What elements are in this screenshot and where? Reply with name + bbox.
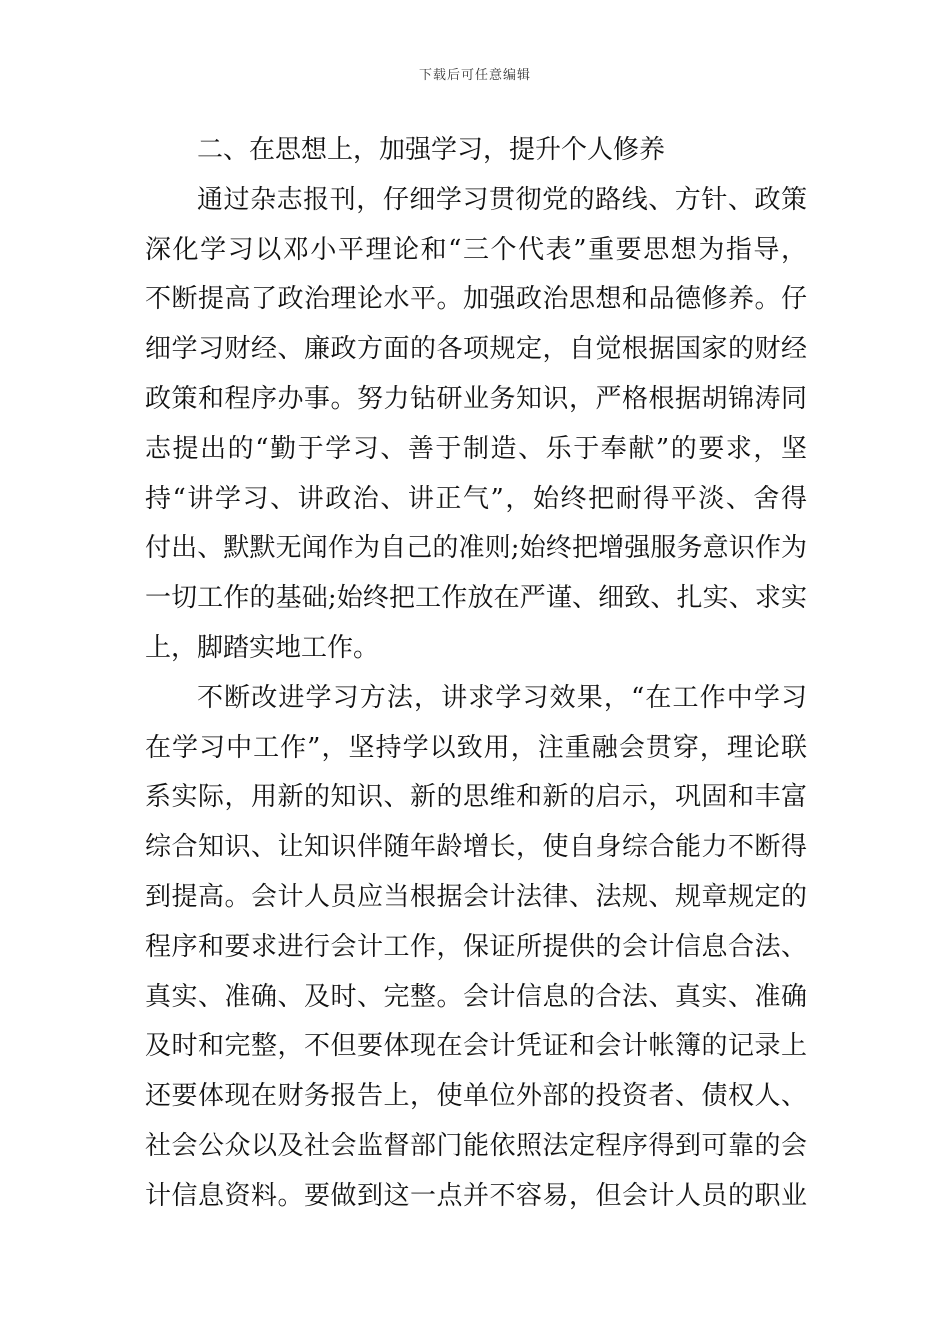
page-header: 下载后可任意编辑 (418, 68, 531, 83)
text-line: 还要体现在财务报告上，使单位外部的投资者、债权人、 (145, 1081, 807, 1112)
text-line: 不断提高了政治理论水平。加强政治思想和品德修养。仔 (145, 284, 807, 315)
text-line: 细学习财经、廉政方面的各项规定，自觉根据国家的财经 (145, 334, 807, 365)
text-line: 程序和要求进行会计工作，保证所提供的会计信息合法、 (145, 931, 807, 962)
text-line: 通过杂志报刊，仔细学习贯彻党的路线、方针、政策 (197, 184, 807, 215)
text-line: 系实际，用新的知识、新的思维和新的启示，巩固和丰富 (145, 782, 807, 813)
text-line: 综合知识、让知识伴随年龄增长，使自身综合能力不断得 (145, 832, 807, 863)
text-line: 政策和程序办事。努力钻研业务知识，严格根据胡锦涛同 (145, 383, 807, 414)
text-line: 志提出的“勤于学习、善于制造、乐于奉献”的要求，坚 (145, 433, 807, 464)
text-line: 计信息资料。要做到这一点并不容易，但会计人员的职业 (145, 1180, 807, 1211)
text-line: 到提高。会计人员应当根据会计法律、法规、规章规定的 (145, 881, 807, 912)
text-line: 真实、准确、及时、完整。会计信息的合法、真实、准确 (145, 981, 807, 1012)
text-line: 及时和完整，不但要体现在会计凭证和会计帐簿的记录上 (145, 1031, 807, 1062)
text-line: 持“讲学习、讲政治、讲正气”，始终把耐得平淡、舍得 (145, 483, 807, 514)
text-line: 不断改进学习方法，讲求学习效果，“在工作中学习 (197, 682, 807, 713)
text-line: 一切工作的基础;始终把工作放在严谨、细致、扎实、求实 (145, 583, 807, 614)
text-line: 在学习中工作”，坚持学以致用，注重融会贯穿，理论联 (145, 732, 807, 763)
text-line: 深化学习以邓小平理论和“三个代表”重要思想为指导， (145, 234, 807, 265)
document-body (145, 126, 807, 1222)
text-line: 上，脚踏实地工作。 (145, 632, 380, 663)
text-line: 付出、默默无闻作为自己的准则;始终把增强服务意识作为 (145, 533, 807, 564)
text-line: 二、在思想上，加强学习，提升个人修养 (197, 135, 666, 165)
text-line: 社会公众以及社会监督部门能依照法定程序得到可靠的会 (145, 1130, 807, 1161)
